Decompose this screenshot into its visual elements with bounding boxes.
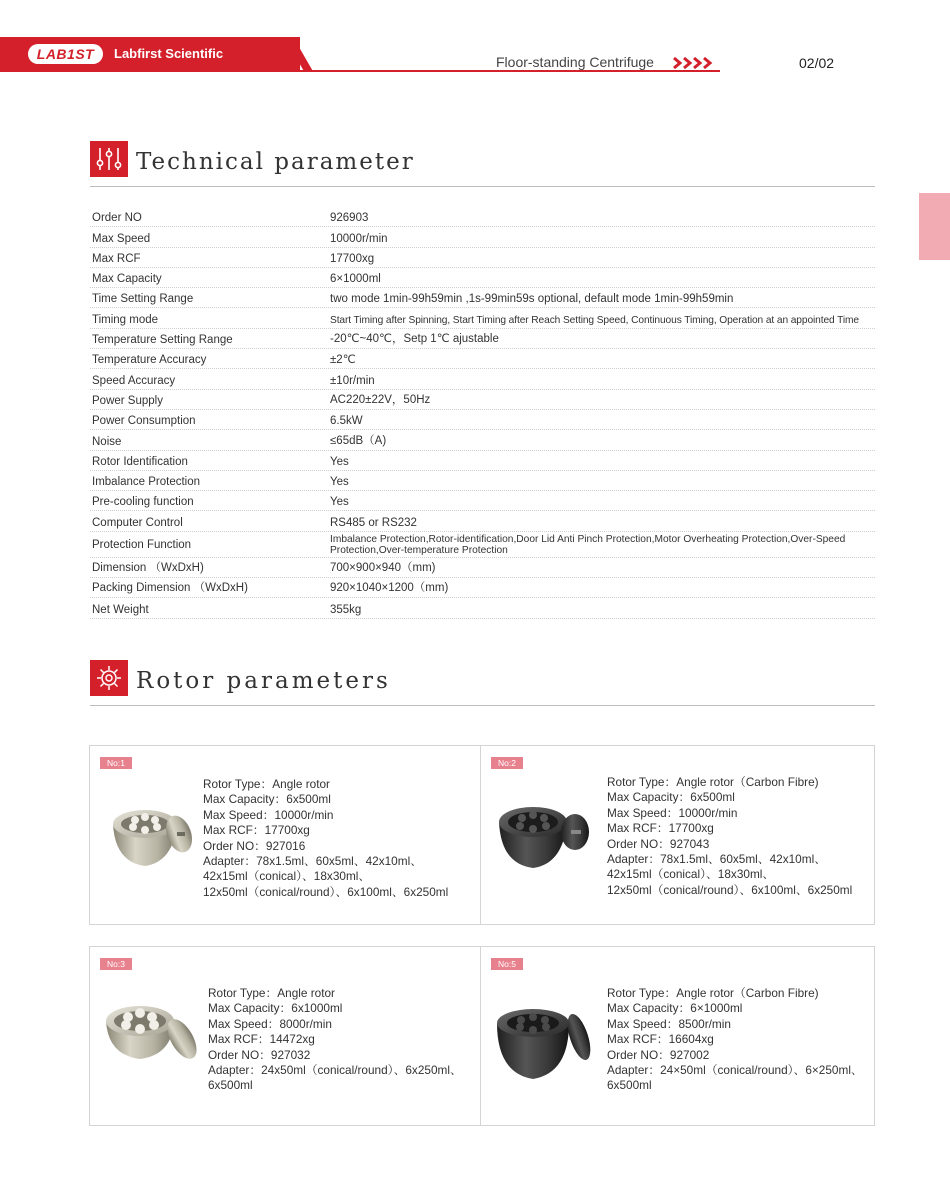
spec-value: 355kg [330,603,362,616]
rotor-specs [607,775,852,898]
rotor-spec-line: Max Capacity：6x500ml [607,790,735,805]
page-number: 02/02 [799,55,835,71]
rotor-image [102,997,202,1077]
spec-value: Imbalance Protection,Rotor-identification,Door Lid Anti Pinch Protection,Motor Overheating Protection,Over-Speed Protection,Over-temperature Protection [330,533,846,556]
section-title-rotor: Rotor parameters [136,668,391,694]
rotor-spec-line: Max Speed：10000r/min [203,807,334,822]
spec-key: Imbalance Protection [92,476,201,489]
spec-table [90,207,875,619]
section-rule [90,186,875,187]
rotor-spec-line: Rotor Type：Angle rotor（Carbon Fibre) [607,775,819,789]
rotor-card [480,946,875,1126]
spec-value: 926903 [330,212,369,225]
rotor-spec-line: Adapter：78x1.5ml、60x5ml、42x10ml、 [607,852,826,867]
rotor-badge: No:5 [491,958,523,970]
rotor-spec-line: 6x500ml [607,1078,652,1093]
spec-key: Rotor Identification [92,455,188,468]
table-row [90,558,875,578]
rotor-image [493,796,597,876]
side-tab [919,193,950,260]
rotor-spec-line: Max Capacity：6x1000ml [208,1001,343,1016]
rotor-spec-line: Max RCF：14472xg [208,1032,315,1047]
table-row [90,369,875,389]
spec-key: Time Setting Range [92,293,194,306]
rotor-spec-line: Adapter：24x50ml（conical/round）、6x250ml、 [208,1063,462,1078]
table-row [90,578,875,598]
rotor-spec-line: 6x500ml [208,1078,253,1093]
spec-value: 17700xg [330,252,375,265]
table-row [90,308,875,328]
rotor-image [105,796,197,876]
gear-icon [90,660,128,696]
spec-value: 6×1000ml [330,273,381,286]
document-title: Floor-standing Centrifuge [496,54,654,70]
spec-value: ±2℃ [330,354,356,367]
spec-value: ±10r/min [330,374,375,387]
rotor-spec-line: Rotor Type：Angle rotor（Carbon Fibre) [607,986,819,1000]
rotor-spec-line: Max Capacity：6×1000ml [607,1001,743,1016]
rotor-spec-line: Adapter：24×50ml（conical/round）、6×250ml、 [607,1063,863,1078]
rotor-card [89,745,481,925]
spec-key: Computer Control [92,516,183,529]
spec-value: RS485 or RS232 [330,516,417,529]
table-row [90,430,875,450]
rotor-spec-line: Max RCF：17700xg [607,821,714,836]
spec-key: Pre-cooling function [92,496,194,509]
rotor-spec-line: 42x15ml（conical）、18x30ml、 [607,867,775,882]
spec-key: Timing mode [92,313,159,326]
spec-key: Max Capacity [92,273,162,286]
rotor-spec-line: Order NO：927002 [607,1047,710,1062]
brand-name: Labfirst Scientific [114,46,224,61]
rotor-specs [607,986,863,1094]
rotor-spec-line: 42x15ml（conical）、18x30ml、 [203,869,371,884]
rotor-spec-line: Max RCF：16604xg [607,1032,714,1047]
rotor-spec-line: 12x50ml（conical/round）、6x100ml、6x250ml [607,882,853,897]
rotor-spec-line: Max Speed：8500r/min [607,1016,731,1031]
table-row [90,248,875,268]
brand-logo: LAB1ST [28,44,103,64]
spec-key: Power Supply [92,394,163,407]
table-row [90,390,875,410]
table-row [90,268,875,288]
table-row [90,451,875,471]
spec-key: Packing Dimension （WxDxH) [92,582,248,595]
rotor-badge: No:3 [100,958,132,970]
rotor-spec-line: Adapter：78x1.5ml、60x5ml、42x10ml、 [203,854,422,869]
spec-key: Power Consumption [92,415,196,428]
table-row [90,532,875,558]
rotor-spec-line: Max Capacity：6x500ml [203,792,331,807]
table-row [90,349,875,369]
table-row [90,288,875,308]
sliders-icon [90,141,128,177]
rotor-spec-line: 12x50ml（conical/round）、6x100ml、6x250ml [203,884,449,899]
spec-value: Start Timing after Spinning, Start Timing after Reach Setting Speed, Continuous Timing, Operation at an appointed Time [330,314,860,326]
table-row [90,471,875,491]
rotor-badge: No:2 [491,757,523,769]
rotor-badge: No:1 [100,757,132,769]
table-row [90,598,875,618]
spec-key: Max RCF [92,252,141,265]
chevrons-right-icon [672,56,714,70]
spec-key: Dimension （WxDxH) [92,562,204,575]
spec-key: Max Speed [92,232,151,245]
rotor-card [480,745,875,925]
section-title-technical: Technical parameter [136,149,415,175]
rotor-spec-line: Rotor Type：Angle rotor [208,986,335,1000]
spec-value: 10000r/min [330,232,388,245]
spec-key: Order NO [92,212,142,225]
spec-value: -20℃~40℃，Setp 1℃ ajustable [330,333,499,346]
spec-key: Speed Accuracy [92,374,176,387]
rotor-spec-line: Max Speed：10000r/min [607,805,738,820]
rotor-image [493,1003,597,1087]
spec-value: ≤65dB（A) [330,434,387,447]
spec-key: Protection Function [92,538,192,551]
spec-key: Noise [92,435,122,448]
rotor-spec-line: Max Speed：8000r/min [208,1016,332,1031]
rotor-spec-line: Order NO：927043 [607,836,710,851]
spec-value: AC220±22V，50Hz [330,393,431,406]
table-row [90,491,875,511]
rotor-spec-line: Order NO：927032 [208,1047,311,1062]
spec-value: Yes [330,476,349,489]
spec-key: Net Weight [92,603,149,616]
table-row [90,227,875,247]
table-row [90,410,875,430]
spec-value: 920×1040×1200（mm) [330,582,449,595]
spec-value: Yes [330,496,349,509]
table-row [90,511,875,531]
rotor-spec-line: Order NO：927016 [203,838,306,853]
rotor-spec-line: Rotor Type：Angle rotor [203,777,330,791]
section-rule [90,705,875,706]
rotor-spec-line: Max RCF：17700xg [203,823,310,838]
rotor-specs [208,986,462,1094]
spec-value: 6.5kW [330,415,363,428]
spec-value: two mode 1min-99h59min ,1s-99min59s optional, default mode 1min-99h59min [330,293,734,306]
spec-value: 700×900×940（mm) [330,562,436,575]
table-row [90,207,875,227]
spec-key: Temperature Setting Range [92,334,233,347]
rotor-card [89,946,481,1126]
rotor-specs [203,777,448,900]
table-row [90,329,875,349]
spec-key: Temperature Accuracy [92,354,207,367]
spec-value: Yes [330,455,349,468]
